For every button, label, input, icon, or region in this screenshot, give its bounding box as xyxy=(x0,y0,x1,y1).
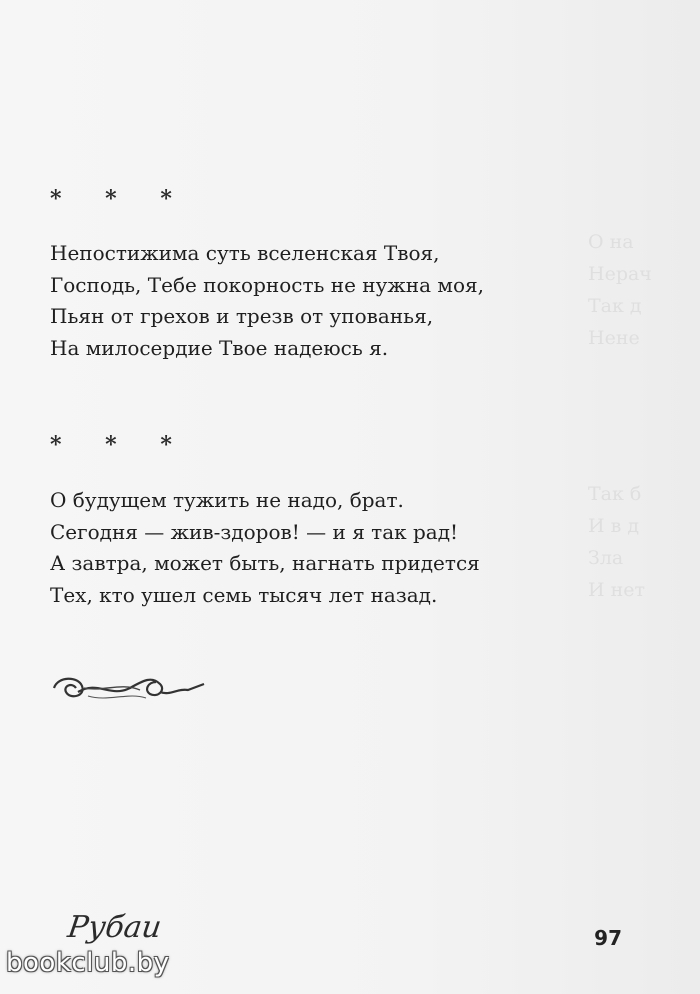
poem-stanza-2 xyxy=(50,485,480,611)
show-through-text: О на Нерач Так д Нене xyxy=(588,231,652,349)
poem-line: Тех, кто ушел семь тысяч лет назад. xyxy=(50,582,438,607)
poem-line: На милосердие Твое надеюсь я. xyxy=(50,335,389,360)
poem-stanza-1 xyxy=(50,238,484,364)
page-number: 97 xyxy=(594,926,622,950)
poem-line: Пьян от грехов и трезв от упованья, xyxy=(50,304,434,328)
running-footer-title: Рубаи xyxy=(65,910,164,945)
poem-line: Непостижима суть вселенская Твоя, xyxy=(50,241,440,265)
poem-line: О будущем тужить не надо, брат. xyxy=(50,488,404,512)
stanza-separator-1: * * * xyxy=(50,186,190,212)
stanza-separator-2: * * * xyxy=(50,432,190,458)
poem-line: А завтра, может быть, нагнать придется xyxy=(50,551,480,575)
decorative-flourish-icon xyxy=(48,662,208,708)
poem-line: Господь, Тебе покорность не нужна моя, xyxy=(50,272,484,297)
show-through-text-2: Так б И в д Зла И нет xyxy=(588,483,646,601)
poem-line: Сегодня — жив-здоров! — и я так рад! xyxy=(50,519,459,544)
watermark-logo: bookclub.by xyxy=(6,948,170,978)
